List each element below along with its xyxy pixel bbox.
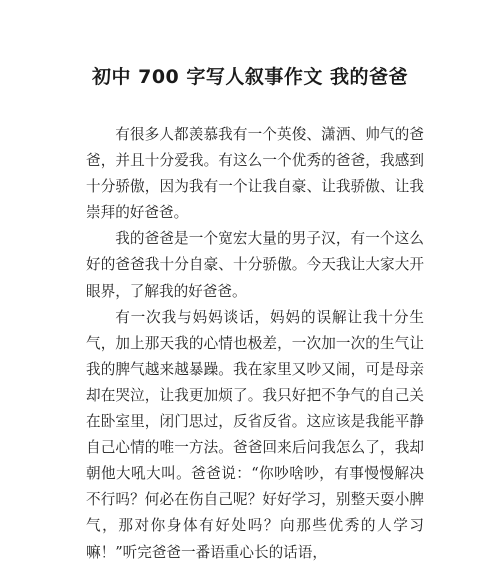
paragraph-1: 有很多人都羡慕我有一个英俊、潇洒、帅气的爸爸，并且十分爱我。有这么一个优秀的爸爸，我感到十分骄傲，因为我有一个让我自豪、让我骄傲、让我崇拜的好爸爸。 bbox=[86, 126, 424, 222]
paragraph-2: 我的爸爸是一个宽宏大量的男子汉，有一个这么好的爸爸我十分自豪、十分骄傲。今天我让大家大开眼界，了解我的好爸爸。 bbox=[86, 230, 424, 300]
document-body bbox=[86, 122, 424, 566]
paragraph-3: 有一次我与妈妈谈话，妈妈的误解让我十分生气，加上那天我的心情也极差，一次加一次的生气让我的脾气越来越暴躁。我在家里又吵又闹，可是母亲却在哭泣，让我更加烦了。我只好把不争气的自己关在卧室里，闭门思过，反省反省。这应该是我能平静自己心情的唯一方法。爸爸回来后问我怎么了，我却朝他大吼大叫。爸爸说：“你吵啥吵，有事慢慢解决不行吗？何必在伤自己呢？好好学习，别整天耍小脾气，那对你身体有好处吗？向那些优秀的人学习嘛！”听完爸爸一番语重心长的话语， bbox=[86, 308, 424, 561]
document-title: 初中 700 字写人叙事作文 我的爸爸 bbox=[91, 66, 408, 88]
